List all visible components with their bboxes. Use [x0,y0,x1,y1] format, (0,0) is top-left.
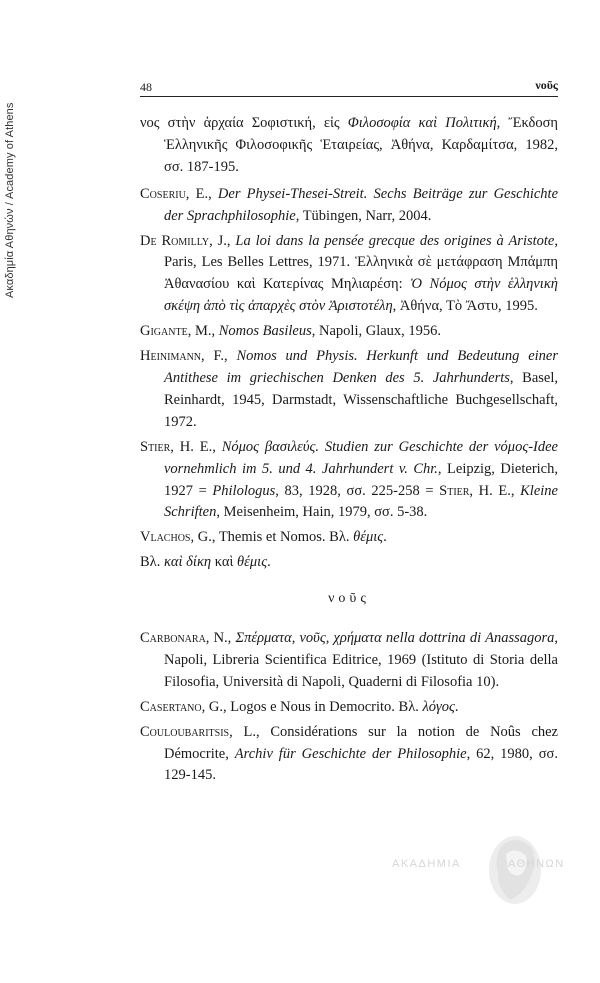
title-text: Nomos Basileus [218,323,312,340]
title-text: καὶ δίκη [163,554,212,571]
title-text: Archiv für Geschichte der Philosophie [234,745,467,762]
bibliography-entry [140,552,558,574]
entry-text: , E., [185,185,218,202]
running-title: νοῦς [535,78,558,92]
archive-side-label: Ακαδημία Αθηνών / Academy of Athens [4,102,16,298]
bibliography-entry [140,346,558,434]
entry-text: , G., Logos e Nous in Democrito. Βλ. [201,698,423,715]
title-text: Der Physei-Thesei-Streit. Sechs Beiträge zur Geschichte der Sprachphilosophie [164,185,559,224]
entry-text: , G., Themis et Nomos. Βλ. [190,529,354,546]
entry-text: , Paris, Les Belles Lettres, 1971. Ἑλληνικὰ σὲ μετάφραση Μπάμπη Ἀθανασίου καὶ Κατερίνας Μηλιαρέση: [164,232,558,293]
page-header [140,72,558,94]
header-rule [140,96,558,97]
entry-text: . [383,529,387,546]
entry-text: , Tübingen, Narr, 2004. [295,207,432,224]
entry-text: , Napoli, Glaux, 1956. [311,323,442,340]
bibliography-entry [140,527,558,549]
academy-seal-watermark [440,820,590,920]
entry-text: . [454,698,459,715]
author-name: De Romilly [140,232,210,249]
bibliography-entry [140,184,558,228]
title-text: Kleine Schriften [164,482,558,521]
title-text: θέμις [237,554,268,571]
author-name: Stier [439,482,470,499]
entry-text: , Napoli, Libreria Scientifica Editrice, 1969 (Istituto di Storia della Filosofia, Università di Napoli, Quaderni di Filosofia 10). [164,630,558,690]
bibliography-entry [140,722,558,788]
title-text: La loi dans la pensée grecque des origines à Aristote [235,232,555,249]
entry-text: . [267,554,271,571]
entry-text: , L., Considérations sur la notion de Noûs chez Démocrite, [164,723,558,762]
book-page [140,72,558,790]
entry-text: , J., [209,232,236,249]
entry-text: καὶ [211,554,238,571]
title-text: Ὁ Νόμος στὴν ἑλληνικὴ σκέψη ἀπὸ τὶς ἀπαρχὲς στὸν Ἀριστοτέλη [164,276,558,315]
author-name: Heinimann [140,348,202,365]
title-text: Φιλοσοφία καὶ Πολιτική [347,115,497,131]
entry-text: , 62, 1980, σσ. 129-145. [164,745,558,784]
watermark-text-left: ΑΚΑΔΗΜΙΑ [392,858,461,870]
entry-text: , N., [205,630,236,647]
author-name: Gigante [140,323,188,340]
author-name: Coseriu [140,185,186,202]
entry-text: , Leipzig, Dieterich, 1927 = [164,460,558,499]
entry-text: , H. E., [469,482,521,499]
entry-text: , M., [187,323,219,340]
entry-text: Βλ. [140,554,164,571]
bibliography-list-nomos [140,113,558,574]
page-number: 48 [140,80,152,94]
bibliography-entry [140,628,558,694]
section-heading: νοῦς [328,591,370,607]
entry-text: νος στὴν ἀρχαία Σοφιστική, εἰς [140,115,348,131]
bibliography-entry [140,231,558,319]
entry-text: , Ἀθήνα, Τὸ Ἄστυ, 1995. [392,298,538,315]
title-text: Νόμος βασιλεύς. Studien zur Geschichte der νόμος-Idee vornehmlich im 5. und 4. Jahrhundert v. Chr. [164,438,558,477]
author-name: Carbonara [140,630,206,647]
bibliography-list-nous [140,628,558,787]
title-text: θέμις [353,529,384,546]
author-name: Couloubaritsis [140,723,230,740]
watermark-text-right: ΑΘΗΝΩΝ [508,858,565,870]
bibliography-entry [140,437,558,525]
entry-text: , Meisenheim, Hain, 1979, σσ. 5-38. [216,504,428,521]
bibliography-entry [140,321,558,343]
entry-text: , Ἔκδοση Ἑλληνικῆς Φιλοσοφικῆς Ἑταιρείας, Ἀθήνα, Καρδαμίτσα, 1982, σσ. 187-195. [164,115,558,175]
author-name: Stier [140,438,171,455]
seal-emblem-icon [440,820,590,920]
author-name: Casertano [140,698,202,715]
bibliography-entry [140,697,558,719]
title-text: λόγος [422,698,455,715]
title-text: Σπέρματα, νοῦς, χρήματα nella dottrina di Anassagora [235,630,555,647]
title-text: Nomos und Physis. Herkunft und Bedeutung einer Antithese im griechischen Denken des 5. Jahrhunderts [164,348,558,386]
entry-text: , 83, 1928, σσ. 225-258 = [275,482,440,499]
entry-text: , H. E., [170,438,222,455]
bibliography-body [140,113,558,787]
bibliography-entry [140,113,558,179]
entry-text: , Basel, Reinhardt, 1945, Darmstadt, Wissenschaftliche Buchgesellschaft, 1972. [164,369,559,430]
author-name: Vlachos [140,529,191,546]
entry-text: , F., [201,348,237,365]
title-text: Philologus [212,482,276,499]
